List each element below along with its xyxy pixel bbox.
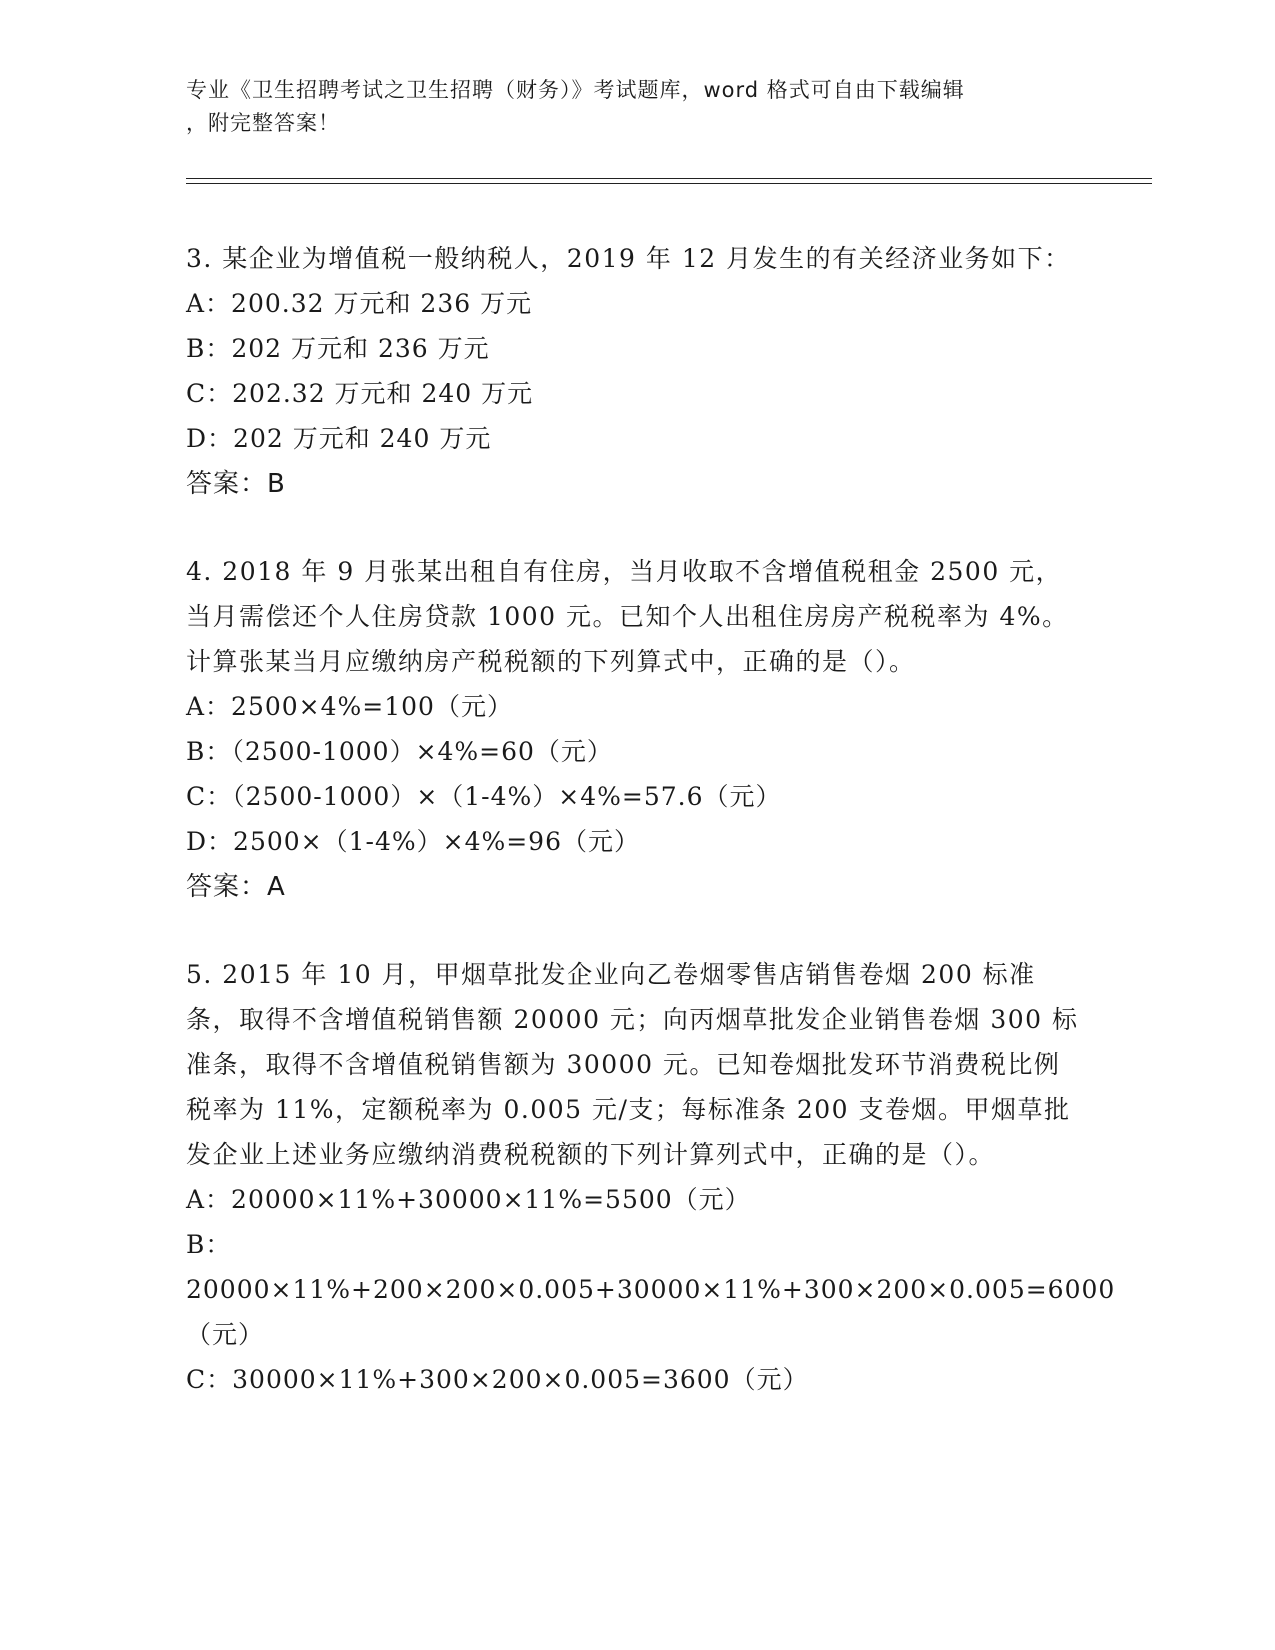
option-b: B：（2500-1000）×4%=60（元） (186, 737, 613, 766)
option-a: A：2500×4%=100（元） (186, 692, 513, 721)
option-a: A：200.32 万元和 236 万元 (186, 289, 533, 318)
answer: 答案：A (186, 872, 286, 902)
question-5 (186, 952, 1116, 1402)
option-c: C：202.32 万元和 240 万元 (186, 379, 534, 408)
question-4 (186, 549, 1086, 910)
option-c: C：30000×11%+300×200×0.005=3600（元） (186, 1365, 809, 1394)
option-c: C：（2500-1000）×（1-4%）×4%=57.6（元） (186, 782, 782, 811)
question-stem: 4. 2018 年 9 月张某出租自有住房，当月收取不含增值税租金 2500 元，当月需偿还个人住房贷款 1000 元。已知个人出租住房房产税税率为 4%。计算张某当月应缴纳房产税税额的下列算式中，正确的是（）。 (186, 557, 1069, 676)
document-header (186, 74, 1086, 140)
question-stem: 5. 2015 年 10 月，甲烟草批发企业向乙卷烟零售店销售卷烟 200 标准条，取得不含增值税销售额 20000 元；向丙烟草批发企业销售卷烟 300 标准条，取得不含增值税销售额为 30000 元。已知卷烟批发环节消费税比例税率为 11%，定额税率为 0.005 元/支；每标准条 200 支卷烟。甲烟草批发企业上述业务应缴纳消费税税额的下列计算列式中，正确的是（）。 (186, 960, 1079, 1169)
question-3 (186, 236, 1086, 507)
header-divider-top (186, 178, 1152, 179)
option-a: A：20000×11%+30000×11%=5500（元） (186, 1185, 751, 1214)
option-d: D：202 万元和 240 万元 (186, 424, 492, 453)
header-line-1: 专业《卫生招聘考试之卫生招聘（财务）》考试题库，word 格式可自由下载编辑 (186, 78, 965, 102)
option-d: D：2500×（1-4%）×4%=96（元） (186, 827, 640, 856)
option-b: B：20000×11%+200×200×0.005+30000×11%+300×200×0.005=6000（元） (186, 1230, 1116, 1349)
question-stem: 3. 某企业为增值税一般纳税人，2019 年 12 月发生的有关经济业务如下： (186, 244, 1071, 273)
header-line-2: ，附完整答案！ (186, 111, 340, 135)
header-divider-bottom (186, 183, 1152, 184)
option-b: B：202 万元和 236 万元 (186, 334, 490, 363)
question-list (186, 236, 1116, 1444)
answer: 答案：B (186, 469, 286, 499)
